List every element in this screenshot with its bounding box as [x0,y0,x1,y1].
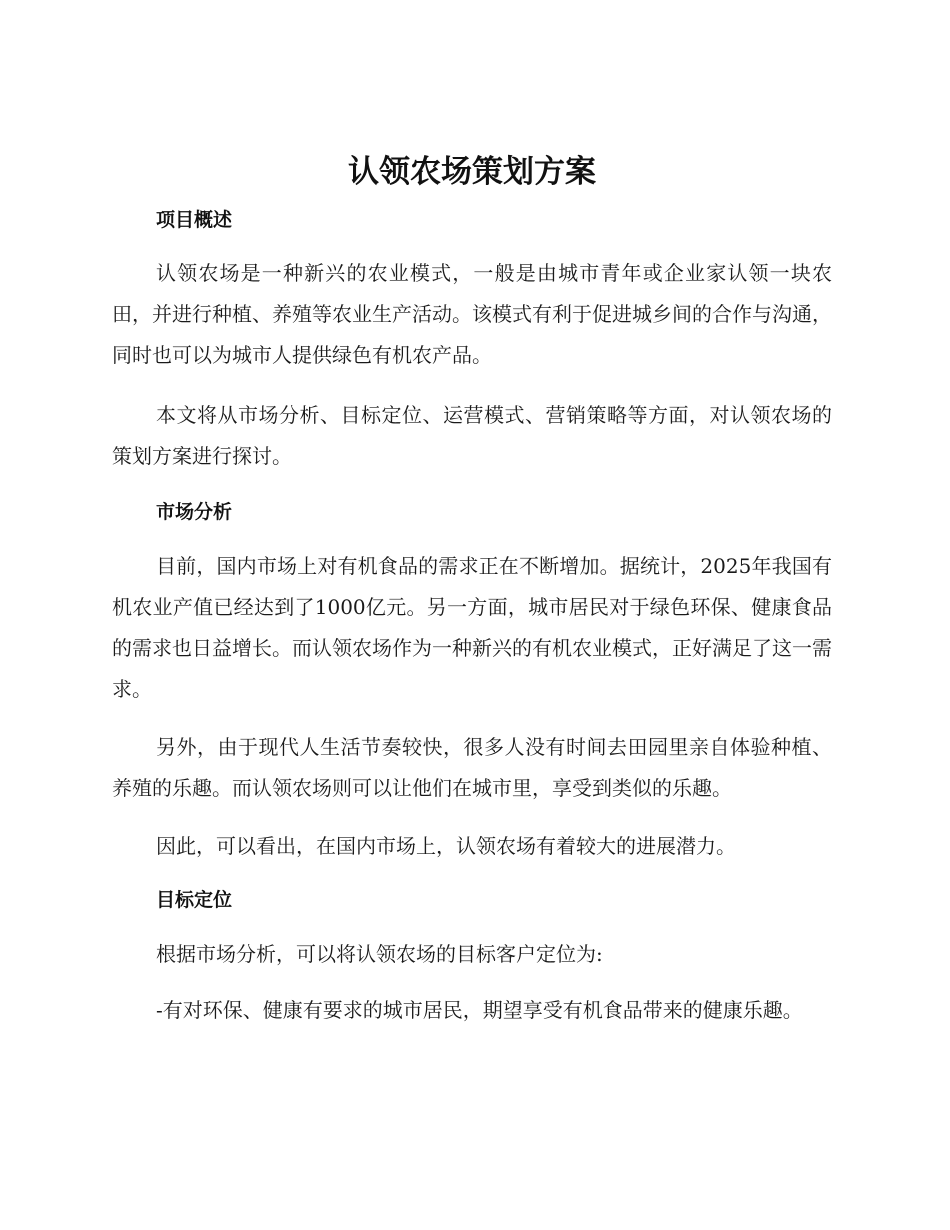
paragraph: 目前，国内市场上对有机食品的需求正在不断增加。据统计，2025年我国有机农业产值已经达到了1000亿元。另一方面，城市居民对于绿色环保、健康食品的需求也日益增长。而认领农场作为一种新兴的有机农业模式，正好满足了这一需求。 [112,554,832,701]
paragraph: 因此，可以看出，在国内市场上，认领农场有着较大的进展潜力。 [156,834,736,858]
paragraph: 另外，由于现代人生活节奏较快，很多人没有时间去田园里亲自体验种植、养殖的乐趣。而认领农场则可以让他们在城市里，享受到类似的乐趣。 [112,735,832,800]
section-heading-target-positioning: 目标定位 [156,889,233,911]
document-title: 认领农场策划方案 [348,154,596,190]
paragraph: 认领农场是一种新兴的农业模式，一般是由城市青年或企业家认领一块农田，并进行种植、养殖等农业生产活动。该模式有利于促进城乡间的合作与沟通，同时也可以为城市人提供绿色有机农产品。 [112,261,832,367]
section-heading-overview: 项目概述 [156,209,233,231]
paragraph: 根据市场分析，可以将认领农场的目标客户定位为: [156,942,603,966]
section-heading-market-analysis: 市场分析 [156,501,233,523]
paragraph: 本文将从市场分析、目标定位、运营模式、营销策略等方面，对认领农场的策划方案进行探讨。 [112,403,832,468]
paragraph: -有对环保、健康有要求的城市居民，期望享受有机食品带来的健康乐趣。 [156,998,803,1022]
